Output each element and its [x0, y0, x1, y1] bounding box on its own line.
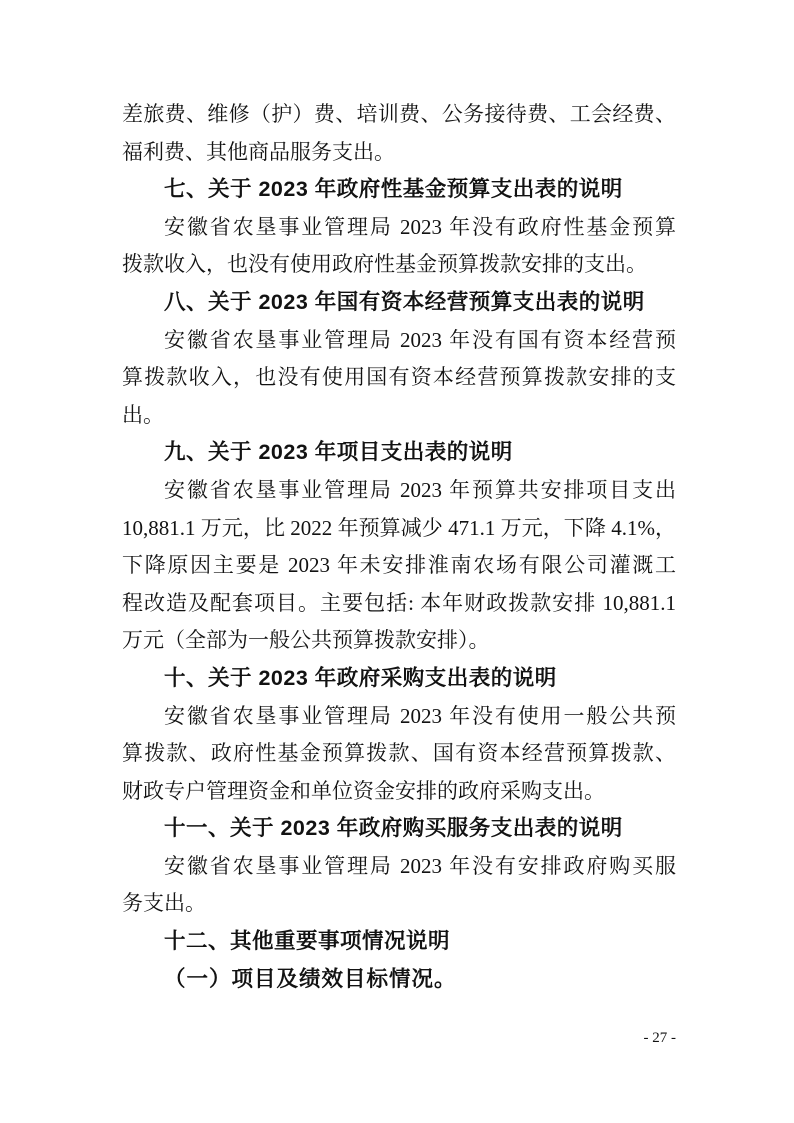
paragraph-continuation-line: 差旅费、维修（护）费、培训费、公务接待费、工会经费、 [122, 102, 676, 126]
section-heading-10: 十、关于 2023 年政府采购支出表的说明 [164, 665, 557, 690]
paragraph-line: 万元（全部为一般公共预算拨款安排）。 [122, 628, 490, 653]
paragraph-line: 出。 [122, 402, 164, 427]
paragraph-line: 安徽省农垦事业管理局 2023 年预算共安排项目支出 [164, 477, 676, 502]
paragraph-continuation-line: 福利费、其他商品服务支出。 [122, 139, 395, 164]
paragraph-line: 算拨款、政府性基金预算拨款、国有资本经营预算拨款、 [122, 741, 676, 766]
section-heading-11: 十一、关于 2023 年政府购买服务支出表的说明 [164, 816, 623, 841]
section-heading-9: 九、关于 2023 年项目支出表的说明 [164, 440, 513, 465]
paragraph-line: 下降原因主要是 2023 年未安排淮南农场有限公司灌溉工 [122, 553, 676, 578]
paragraph-line: 10,881.1 万元，比 2022 年预算减少 471.1 万元，下降 4.1%， [122, 515, 676, 540]
section-heading-12: 十二、其他重要事项情况说明 [164, 929, 451, 954]
paragraph-line: 安徽省农垦事业管理局 2023 年没有政府性基金预算 [164, 214, 676, 239]
paragraph-line: 安徽省农垦事业管理局 2023 年没有国有资本经营预 [164, 327, 676, 352]
section-heading-8: 八、关于 2023 年国有资本经营预算支出表的说明 [164, 289, 645, 314]
subsection-heading-1: （一）项目及绩效目标情况。 [164, 966, 457, 991]
paragraph-line: 拨款收入，也没有使用政府性基金预算拨款安排的支出。 [122, 252, 647, 277]
paragraph-line: 算拨款收入，也没有使用国有资本经营预算拨款安排的支 [122, 365, 676, 390]
section-heading-7: 七、关于 2023 年政府性基金预算支出表的说明 [164, 177, 623, 202]
paragraph-line: 务支出。 [122, 891, 206, 916]
page-number: - 27 - [643, 1030, 676, 1046]
document-body [122, 96, 676, 998]
paragraph-line: 安徽省农垦事业管理局 2023 年没有使用一般公共预 [164, 703, 676, 728]
paragraph-line: 财政专户管理资金和单位资金安排的政府采购支出。 [122, 778, 605, 803]
paragraph-line: 程改造及配套项目。主要包括: 本年财政拨款安排 10,881.1 [122, 590, 676, 615]
paragraph-line: 安徽省农垦事业管理局 2023 年没有安排政府购买服 [164, 853, 676, 878]
